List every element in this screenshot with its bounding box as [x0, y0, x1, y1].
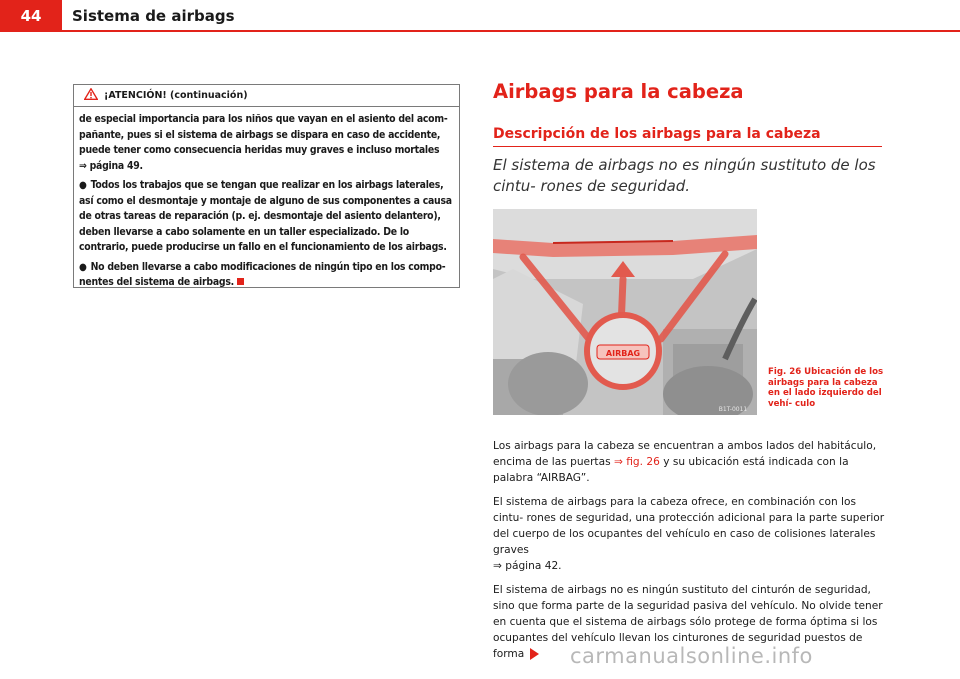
body-paragraph-2 — [493, 494, 885, 574]
page-number: 44 — [0, 0, 62, 32]
figure-code: B1T-0011 — [718, 406, 748, 413]
warning-body — [74, 107, 459, 291]
airbag-figure — [493, 209, 757, 415]
car-interior-illustration — [493, 209, 757, 415]
body-text — [493, 438, 885, 670]
warning-paragraph — [79, 112, 453, 174]
warning-bullet-1 — [79, 178, 453, 256]
body-paragraph-1 — [493, 438, 885, 486]
bullet-icon: ● — [79, 180, 87, 191]
header-divider — [0, 30, 960, 32]
bullet-icon: ● — [79, 261, 87, 273]
continue-arrow-icon — [530, 648, 539, 660]
figure-caption: Fig. 26 Ubicación de los airbags para la cabeza en el lado izquierdo del vehí- culo — [768, 367, 884, 409]
warning-box — [73, 84, 460, 288]
page-reference-link[interactable]: ⇒ página 42. — [493, 560, 562, 572]
lead-text: El sistema de airbags no es ningún sustituto de los cintu- rones de seguridad. — [493, 156, 876, 195]
warning-bullet-text: Todos los trabajos que se tengan que realizar en los airbags laterales, así como el desmontaje y montaje de alguno de sus componentes a causa de otras tareas de reparación (p. ej. desmontaje del asiento delantero), deben llevarse a cabo solamente en un taller especializado. De lo contrario, puede producirse un fallo en el funcionamiento de los airbags. — [79, 179, 452, 253]
body-text-span: Los airbags para la cabeza se encuentran a ambos lados del habitáculo, encima de las puertas — [493, 440, 877, 468]
warning-heading — [74, 85, 459, 107]
subsection-divider — [493, 146, 882, 147]
body-text-span: y su ubicación está indicada con la palabra “AIRBAG”. — [493, 456, 849, 484]
warning-bullet-text: No deben llevarse a cabo modificaciones de ningún tipo en los compo- nentes del sistema de airbags. — [79, 260, 446, 288]
body-text-span: El sistema de airbags no es ningún sustituto del cinturón de seguridad, sino que forma parte de la seguridad pasiva del vehículo. No olvide tener en cuenta que el sistema de airbags sólo protege de forma óptima si los ocupantes del vehículo llevan los cinturones de seguridad puestos de forma — [493, 584, 883, 660]
warning-heading-text: ¡ATENCIÓN! (continuación) — [104, 90, 248, 101]
warning-paragraph-text: de especial importancia para los niños que vayan en el asiento del acom- pañante, pues si el sistema de airbags se dispara en caso de accidente, puede tener como consecuencia heridas muy graves e incluso mortales — [79, 113, 448, 156]
warning-triangle-icon — [84, 88, 98, 103]
page-header-title: Sistema de airbags — [72, 7, 235, 25]
watermark: carmanualsonline.info — [570, 644, 813, 668]
end-square-icon — [237, 278, 244, 285]
section-title: Airbags para la cabeza — [493, 80, 744, 103]
warning-bullet-2 — [79, 260, 453, 291]
page-reference-link[interactable]: ⇒ página 49. — [79, 159, 143, 172]
body-text-span: El sistema de airbags para la cabeza ofrece, en combinación con los cintu- rones de seguridad, una protección adicional para la parte superior del cuerpo de los ocupantes del vehículo en caso de colisiones laterales graves — [493, 496, 885, 556]
airbag-label: AIRBAG — [605, 349, 641, 358]
figure-reference-link[interactable]: ⇒ fig. 26 — [613, 456, 660, 468]
subsection-title: Descripción de los airbags para la cabeza — [493, 126, 821, 142]
